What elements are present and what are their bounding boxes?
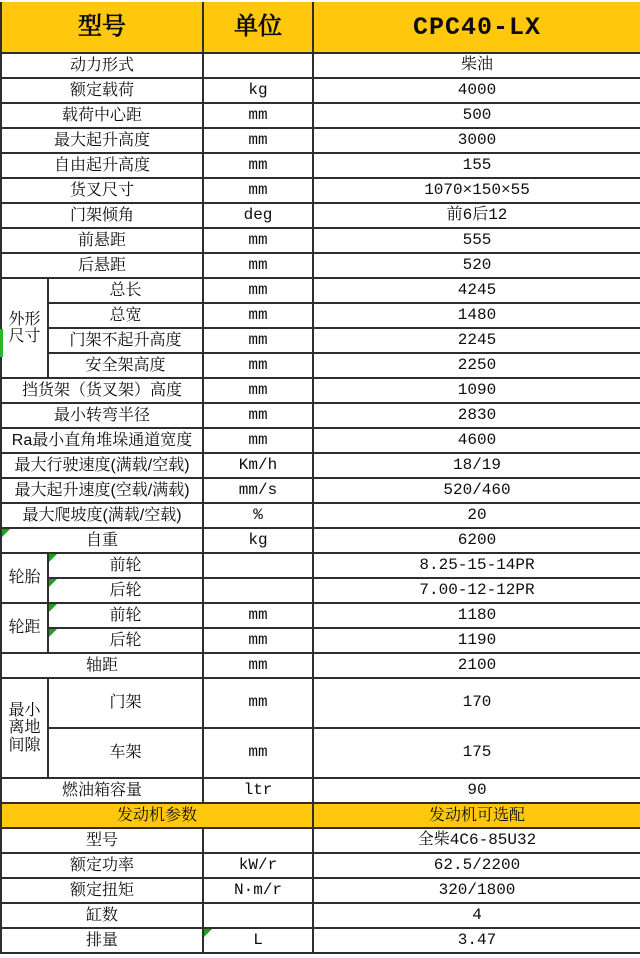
row-unit: mm bbox=[203, 428, 313, 453]
row-value: 175 bbox=[313, 728, 640, 778]
row-value: 20 bbox=[313, 503, 640, 528]
row-unit: mm bbox=[203, 353, 313, 378]
spec-row bbox=[1, 53, 640, 78]
spec-row bbox=[1, 353, 640, 378]
row-label: 最大起升高度 bbox=[1, 128, 203, 153]
row-label: 缸数 bbox=[1, 903, 203, 928]
engine-option-title: 发动机可选配 bbox=[313, 803, 640, 828]
row-unit: mm bbox=[203, 128, 313, 153]
spec-row bbox=[1, 253, 640, 278]
spec-row bbox=[1, 578, 640, 603]
row-unit: mm bbox=[203, 628, 313, 653]
row-unit: mm bbox=[203, 678, 313, 728]
row-value: 1070×150×55 bbox=[313, 178, 640, 203]
row-label: 排量 bbox=[1, 928, 203, 953]
model-column-header: 型号 bbox=[1, 2, 203, 53]
row-label: 门架 bbox=[48, 678, 203, 728]
row-value: 1180 bbox=[313, 603, 640, 628]
row-label: 车架 bbox=[48, 728, 203, 778]
row-unit: L bbox=[203, 928, 313, 953]
row-value: 555 bbox=[313, 228, 640, 253]
row-label: 前轮 bbox=[48, 553, 203, 578]
unit-column-header: 单位 bbox=[203, 2, 313, 53]
spec-row bbox=[1, 603, 640, 628]
row-value: 90 bbox=[313, 778, 640, 803]
row-value: 4600 bbox=[313, 428, 640, 453]
row-value: 4245 bbox=[313, 278, 640, 303]
row-label: 后悬距 bbox=[1, 253, 203, 278]
row-label: 前悬距 bbox=[1, 228, 203, 253]
row-value: 4000 bbox=[313, 78, 640, 103]
row-label: 自重 bbox=[1, 528, 203, 553]
row-label: 门架不起升高度 bbox=[48, 328, 203, 353]
row-label: 货叉尺寸 bbox=[1, 178, 203, 203]
row-unit: Km/h bbox=[203, 453, 313, 478]
row-label: 额定载荷 bbox=[1, 78, 203, 103]
spec-row bbox=[1, 653, 640, 678]
row-label: 最大起升速度(空载/满载) bbox=[1, 478, 203, 503]
row-value: 1090 bbox=[313, 378, 640, 403]
row-label: 最小转弯半径 bbox=[1, 403, 203, 428]
row-unit bbox=[203, 53, 313, 78]
row-unit bbox=[203, 828, 313, 853]
spec-row bbox=[1, 128, 640, 153]
spec-row bbox=[1, 178, 640, 203]
row-unit: mm bbox=[203, 603, 313, 628]
spec-row bbox=[1, 328, 640, 353]
row-unit: mm bbox=[203, 378, 313, 403]
spec-row bbox=[1, 678, 640, 728]
row-unit bbox=[203, 553, 313, 578]
row-label: 型号 bbox=[1, 828, 203, 853]
row-label: 燃油箱容量 bbox=[1, 778, 203, 803]
spec-row bbox=[1, 853, 640, 878]
spec-row bbox=[1, 503, 640, 528]
row-value: 6200 bbox=[313, 528, 640, 553]
spec-row bbox=[1, 553, 640, 578]
row-unit: deg bbox=[203, 203, 313, 228]
row-value: 7.00-12-12PR bbox=[313, 578, 640, 603]
row-unit: mm bbox=[203, 178, 313, 203]
row-label: 额定扭矩 bbox=[1, 878, 203, 903]
spec-row bbox=[1, 378, 640, 403]
row-value: 170 bbox=[313, 678, 640, 728]
row-value: 155 bbox=[313, 153, 640, 178]
row-label: 后轮 bbox=[48, 628, 203, 653]
row-label: 总宽 bbox=[48, 303, 203, 328]
row-unit: mm bbox=[203, 303, 313, 328]
row-unit: mm bbox=[203, 278, 313, 303]
row-label: Ra最小直角堆垛通道宽度 bbox=[1, 428, 203, 453]
group-label: 外形尺寸 bbox=[1, 278, 48, 378]
row-unit: mm bbox=[203, 653, 313, 678]
engine-section-title: 发动机参数 bbox=[1, 803, 313, 828]
row-value: 全柴4C6-85U32 bbox=[313, 828, 640, 853]
row-unit: ltr bbox=[203, 778, 313, 803]
model-value-header: CPC40-LX bbox=[313, 2, 640, 53]
spec-row bbox=[1, 428, 640, 453]
row-unit: mm bbox=[203, 153, 313, 178]
table-header-row bbox=[1, 2, 640, 53]
row-label: 门架倾角 bbox=[1, 203, 203, 228]
row-label: 额定功率 bbox=[1, 853, 203, 878]
green-edge-artifact bbox=[0, 329, 3, 357]
row-label: 安全架高度 bbox=[48, 353, 203, 378]
row-value: 3000 bbox=[313, 128, 640, 153]
row-value: 520/460 bbox=[313, 478, 640, 503]
row-unit: mm bbox=[203, 403, 313, 428]
spec-row bbox=[1, 728, 640, 778]
row-value: 2830 bbox=[313, 403, 640, 428]
row-unit: N·m/r bbox=[203, 878, 313, 903]
row-unit: mm bbox=[203, 253, 313, 278]
spec-row bbox=[1, 228, 640, 253]
row-unit: % bbox=[203, 503, 313, 528]
row-value: 520 bbox=[313, 253, 640, 278]
spec-row bbox=[1, 478, 640, 503]
row-label: 载荷中心距 bbox=[1, 103, 203, 128]
spec-row bbox=[1, 528, 640, 553]
group-label: 轮距 bbox=[1, 603, 48, 653]
spec-row bbox=[1, 278, 640, 303]
row-unit: kW/r bbox=[203, 853, 313, 878]
row-unit: mm bbox=[203, 328, 313, 353]
spec-row bbox=[1, 203, 640, 228]
engine-section-header-row bbox=[1, 803, 640, 828]
row-value: 1190 bbox=[313, 628, 640, 653]
spec-row bbox=[1, 903, 640, 928]
row-unit bbox=[203, 578, 313, 603]
row-unit: kg bbox=[203, 78, 313, 103]
row-unit bbox=[203, 903, 313, 928]
row-value: 500 bbox=[313, 103, 640, 128]
row-value: 2100 bbox=[313, 653, 640, 678]
row-value: 1480 bbox=[313, 303, 640, 328]
spec-row bbox=[1, 878, 640, 903]
row-value: 18/19 bbox=[313, 453, 640, 478]
row-label: 挡货架（货叉架）高度 bbox=[1, 378, 203, 403]
row-value: 前6后12 bbox=[313, 203, 640, 228]
row-unit: mm bbox=[203, 103, 313, 128]
spec-table-body bbox=[1, 53, 640, 953]
row-unit: mm/s bbox=[203, 478, 313, 503]
spec-row bbox=[1, 453, 640, 478]
row-label: 自由起升高度 bbox=[1, 153, 203, 178]
row-label: 前轮 bbox=[48, 603, 203, 628]
spec-row bbox=[1, 828, 640, 853]
spec-row bbox=[1, 103, 640, 128]
row-label: 最大行驶速度(满载/空载) bbox=[1, 453, 203, 478]
spec-row bbox=[1, 153, 640, 178]
row-label: 最大爬坡度(满载/空载) bbox=[1, 503, 203, 528]
spec-row bbox=[1, 403, 640, 428]
row-label: 总长 bbox=[48, 278, 203, 303]
row-unit: mm bbox=[203, 228, 313, 253]
row-label: 轴距 bbox=[1, 653, 203, 678]
row-value: 320/1800 bbox=[313, 878, 640, 903]
row-value: 8.25-15-14PR bbox=[313, 553, 640, 578]
row-unit: kg bbox=[203, 528, 313, 553]
row-value: 2250 bbox=[313, 353, 640, 378]
row-value: 2245 bbox=[313, 328, 640, 353]
spec-table bbox=[0, 2, 640, 954]
spec-row bbox=[1, 778, 640, 803]
group-label: 轮胎 bbox=[1, 553, 48, 603]
row-value: 62.5/2200 bbox=[313, 853, 640, 878]
row-label: 后轮 bbox=[48, 578, 203, 603]
spec-row bbox=[1, 928, 640, 953]
spec-row bbox=[1, 303, 640, 328]
row-value: 4 bbox=[313, 903, 640, 928]
group-label: 最小离地间隙 bbox=[1, 678, 48, 778]
row-value: 柴油 bbox=[313, 53, 640, 78]
row-label: 动力形式 bbox=[1, 53, 203, 78]
spec-row bbox=[1, 78, 640, 103]
row-value: 3.47 bbox=[313, 928, 640, 953]
spec-row bbox=[1, 628, 640, 653]
row-unit: mm bbox=[203, 728, 313, 778]
